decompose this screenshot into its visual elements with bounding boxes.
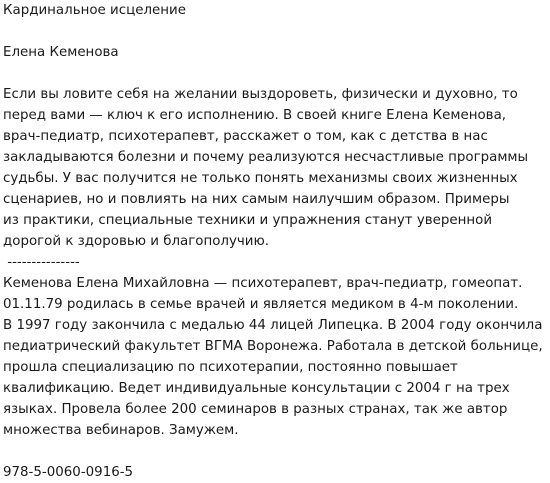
author-bio <box>3 273 547 441</box>
bio-line: В 1997 году закончила с медалью 44 лицей Липецка. В 2004 году окончила <box>3 318 543 333</box>
spacer <box>3 441 547 462</box>
bio-line: Кеменова Елена Михайловна — психотерапевт, врач-педиатр, гомеопат. <box>3 276 523 291</box>
bio-line: педиатрический факультет ВГМА Воронежа. Работала в детской больнице, <box>3 339 543 354</box>
bio-line: языках. Провела более 200 семинаров в разных странах, так же автор <box>3 402 508 417</box>
bio-line: квалификацию. Ведет индивидуальные консультации с 2004 г на трех <box>3 381 510 396</box>
description-line: Если вы ловите себя на желании выздороветь, физически и духовно, то <box>3 87 518 102</box>
book-description <box>3 84 547 252</box>
spacer <box>3 21 547 42</box>
description-line: закладываются болезни и почему реализуются несчастливые программы <box>3 150 529 165</box>
bio-line: прошла специализацию по психотерапии, постоянно повышает <box>3 360 458 375</box>
description-line: перед вами — ключ к его исполнению. В своей книге Елена Кеменова, <box>3 108 507 123</box>
document <box>3 0 547 483</box>
description-line: врач-педиатр, психотерапевт, расскажет о том, как с детства в нас <box>3 129 488 144</box>
separator-line: --------------- <box>3 255 80 270</box>
spacer <box>3 63 547 84</box>
book-author: Елена Кеменова <box>3 45 119 60</box>
description-line: судьбы. У вас получится не только понять механизмы своих жизненных <box>3 171 518 186</box>
description-line: сценариев, но и повлиять на них самым наилучшим образом. Примеры <box>3 192 510 207</box>
bio-line: множества вебинаров. Замужем. <box>3 423 239 438</box>
description-line: дорогой к здоровью и благополучию. <box>3 234 270 249</box>
description-line: из практики, специальные техники и упражнения станут уверенной <box>3 213 493 228</box>
isbn: 978-5-0060-0916-5 <box>3 465 134 480</box>
bio-line: 01.11.79 родилась в семье врачей и является медиком в 4-м поколении. <box>3 297 519 312</box>
book-title: Кардинальное исцеление <box>3 3 186 18</box>
